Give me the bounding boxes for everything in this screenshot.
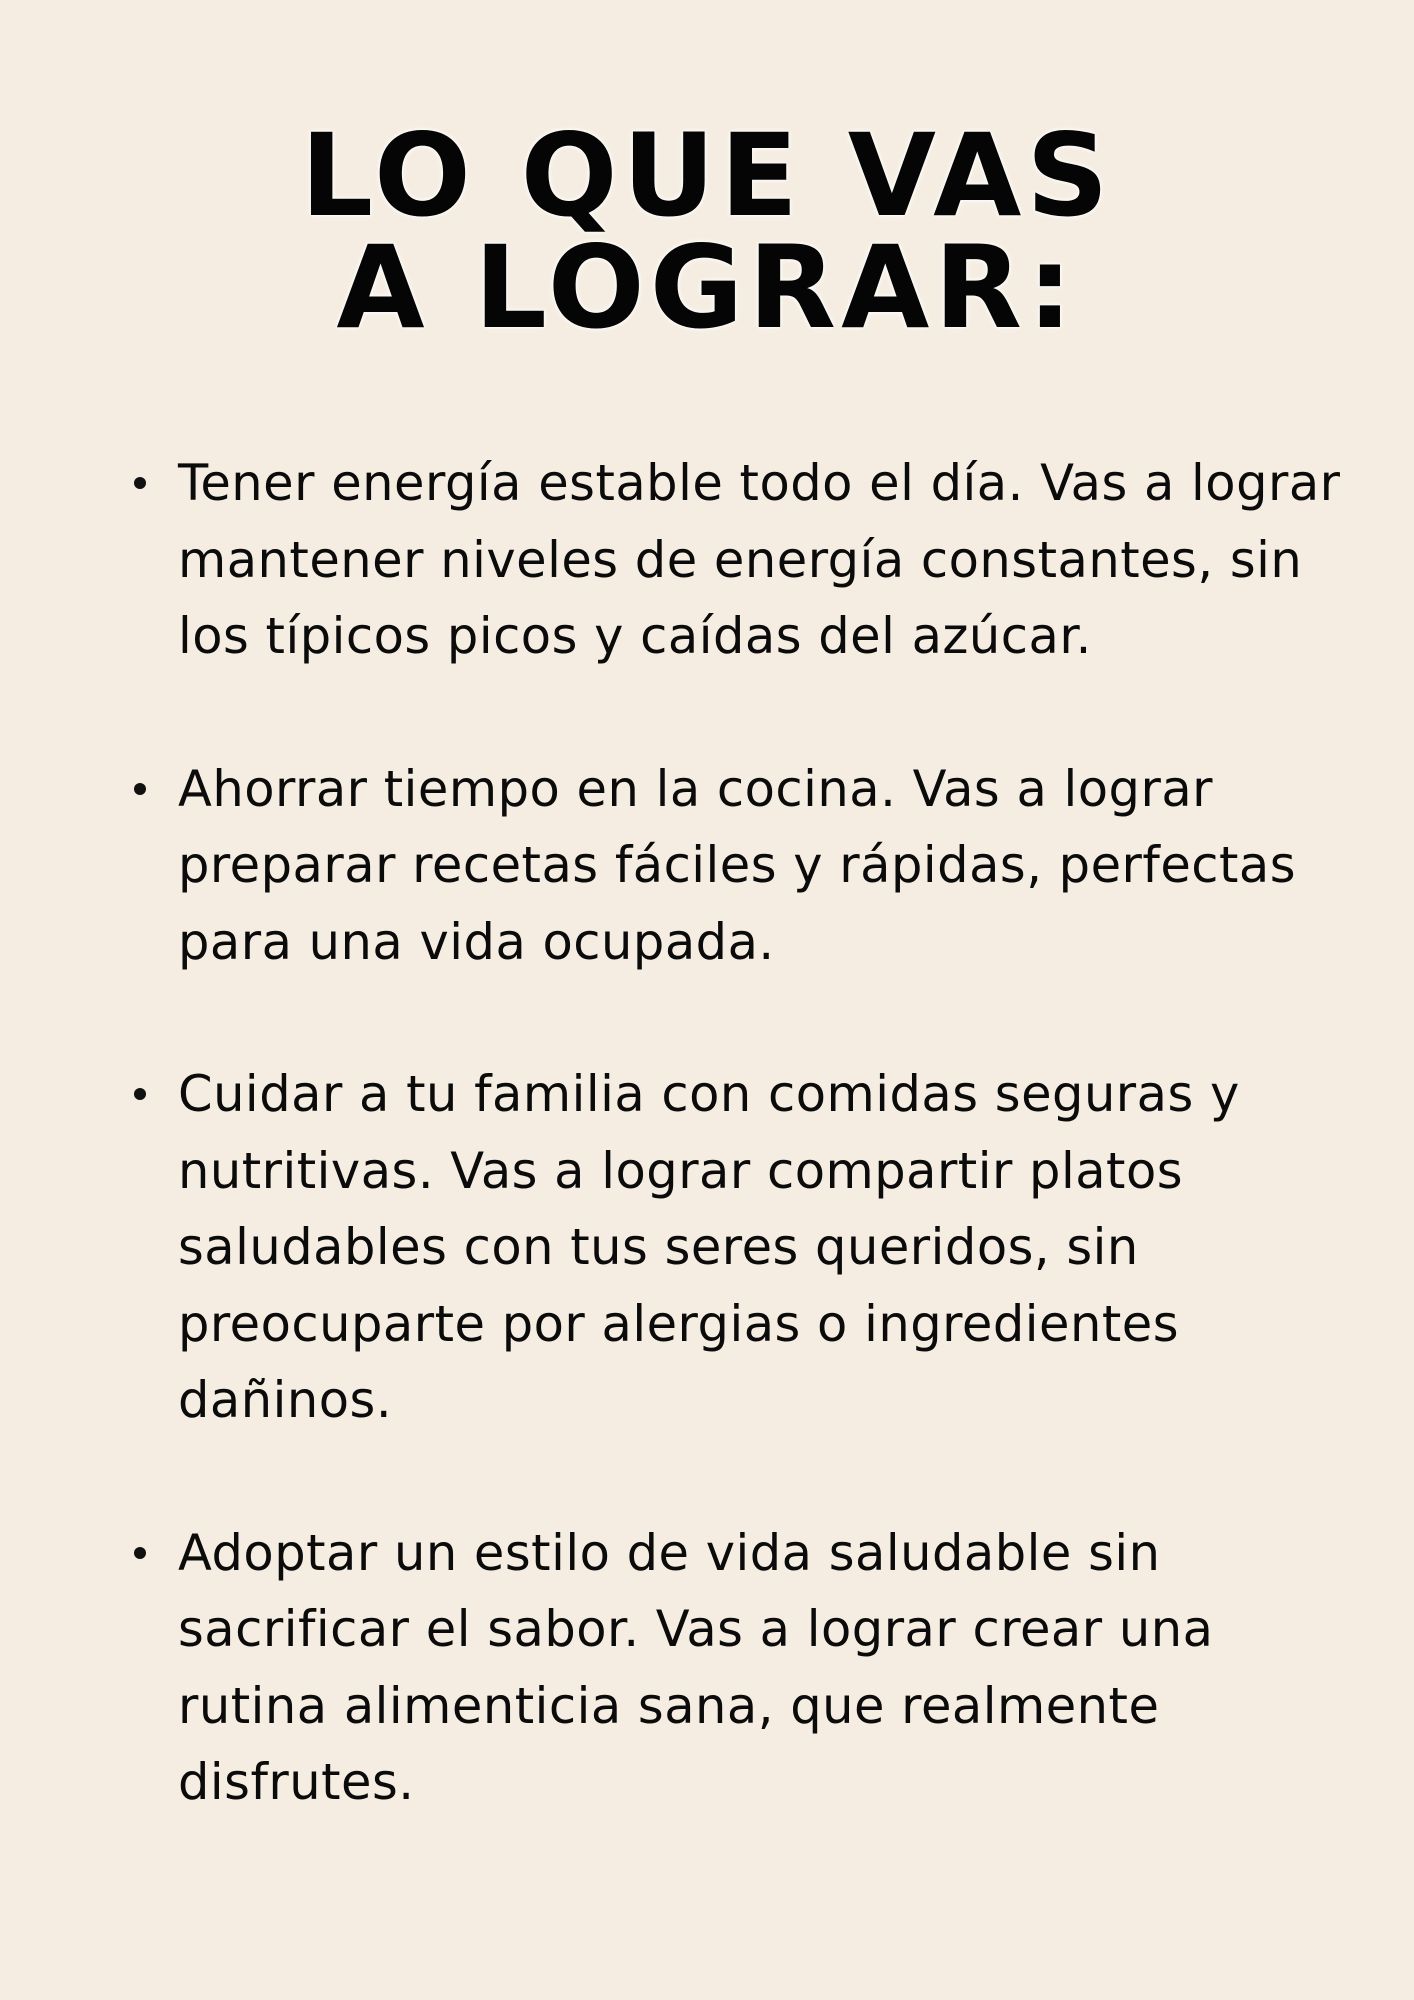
benefit-text: Adoptar un estilo de vida saludable sin sacrificar el sabor. Vas a lograr crear una rutina alimenticia sana, que realmente disfrutes. xyxy=(178,1523,1214,1811)
bullet-icon xyxy=(134,783,146,795)
page-title-line-2: A LOGRAR: xyxy=(336,221,1078,354)
page-title-line-1: LO QUE VAS xyxy=(300,109,1114,242)
benefit-healthy-lifestyle xyxy=(130,1515,1370,1821)
benefit-family xyxy=(130,1056,1370,1439)
bullet-icon xyxy=(134,1547,146,1559)
benefit-text: Cuidar a tu familia con comidas seguras y nutritivas. Vas a lograr compartir platos saludables con tus seres queridos, sin preocuparte por alergias o ingredientes dañinos. xyxy=(178,1065,1240,1429)
benefit-text: Ahorrar tiempo en la cocina. Vas a lograr preparar recetas fáciles y rápidas, perfectas para una vida ocupada. xyxy=(178,759,1297,971)
page-title xyxy=(0,109,1414,354)
bullet-icon xyxy=(134,1088,146,1100)
benefit-text: Tener energía estable todo el día. Vas a lograr mantener niveles de energía constantes, sin los típicos picos y caídas del azúcar. xyxy=(178,454,1341,665)
bullet-icon xyxy=(134,477,146,489)
benefit-energy xyxy=(130,445,1370,675)
benefit-save-time xyxy=(130,751,1370,981)
benefits-list xyxy=(130,445,1370,1897)
